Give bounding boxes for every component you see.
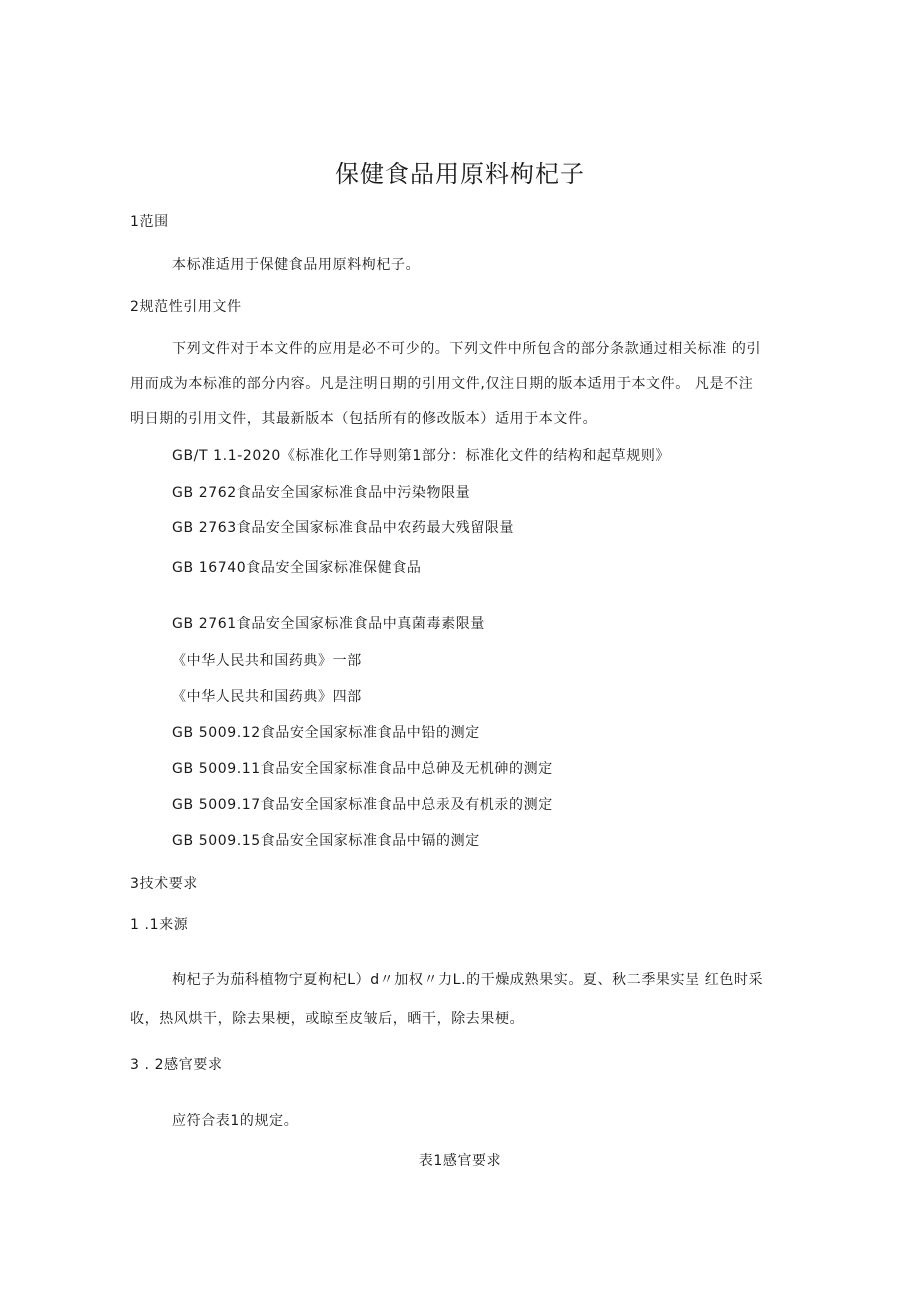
reference-item: GB 16740食品安全国家标准保健食品 <box>172 560 422 576</box>
reference-item: GB 2763食品安全国家标准食品中农药最大残留限量 <box>172 520 515 536</box>
reference-item: 《中华人民共和国药典》一部 <box>172 653 362 669</box>
reference-item: GB 2761食品安全国家标准食品中真菌毒素限量 <box>172 616 485 632</box>
section-3-1-line-1: 枸杞子为茄科植物宁夏枸杞L）d〃加权〃力L.的干燥成熟果实。夏、秋二季果实呈 红色时采 <box>172 972 764 988</box>
section-2-paragraph-line-2: 用而成为本标准的部分内容。凡是注明日期的引用文件,仅注日期的版本适用于本文件。 凡是不注 <box>130 376 754 392</box>
reference-item: GB 2762食品安全国家标准食品中污染物限量 <box>172 485 471 501</box>
section-3-1-heading: 1 .1来源 <box>130 917 189 933</box>
reference-item: GB 5009.11食品安全国家标准食品中总砷及无机砷的测定 <box>172 761 553 777</box>
reference-item: GB 5009.15食品安全国家标准食品中镉的测定 <box>172 833 480 849</box>
reference-item: 《中华人民共和国药典》四部 <box>172 689 362 705</box>
section-1-heading: 1范围 <box>130 214 169 230</box>
section-2-paragraph-line-1: 下列文件对于本文件的应用是必不可少的。下列文件中所包含的部分条款通过相关标准 的引 <box>172 341 762 357</box>
reference-item: GB 5009.12食品安全国家标准食品中铅的测定 <box>172 725 480 741</box>
section-1-body: 本标准适用于保健食品用原料枸杞子。 <box>172 257 421 273</box>
table-1-caption: 表1感官要求 <box>418 1153 502 1169</box>
section-3-1-line-2: 收，热风烘干，除去果梗，或晾至皮皱后，晒干，除去果梗。 <box>130 1011 525 1027</box>
document-title: 保健食品用原料枸杞子 <box>335 160 585 188</box>
section-3-2-body: 应符合表1的规定。 <box>172 1113 299 1129</box>
reference-item: GB 5009.17食品安全国家标准食品中总汞及有机汞的测定 <box>172 797 553 813</box>
reference-item: GB/T 1.1-2020《标准化工作导则第1部分：标准化文件的结构和起草规则》 <box>172 448 671 464</box>
section-2-paragraph-line-3: 明日期的引用文件，其最新版本（包括所有的修改版本）适用于本文件。 <box>130 411 598 427</box>
section-3-2-heading: 3 . 2感官要求 <box>130 1057 223 1073</box>
section-2-heading: 2规范性引用文件 <box>130 299 242 315</box>
section-3-heading: 3技术要求 <box>130 876 198 892</box>
